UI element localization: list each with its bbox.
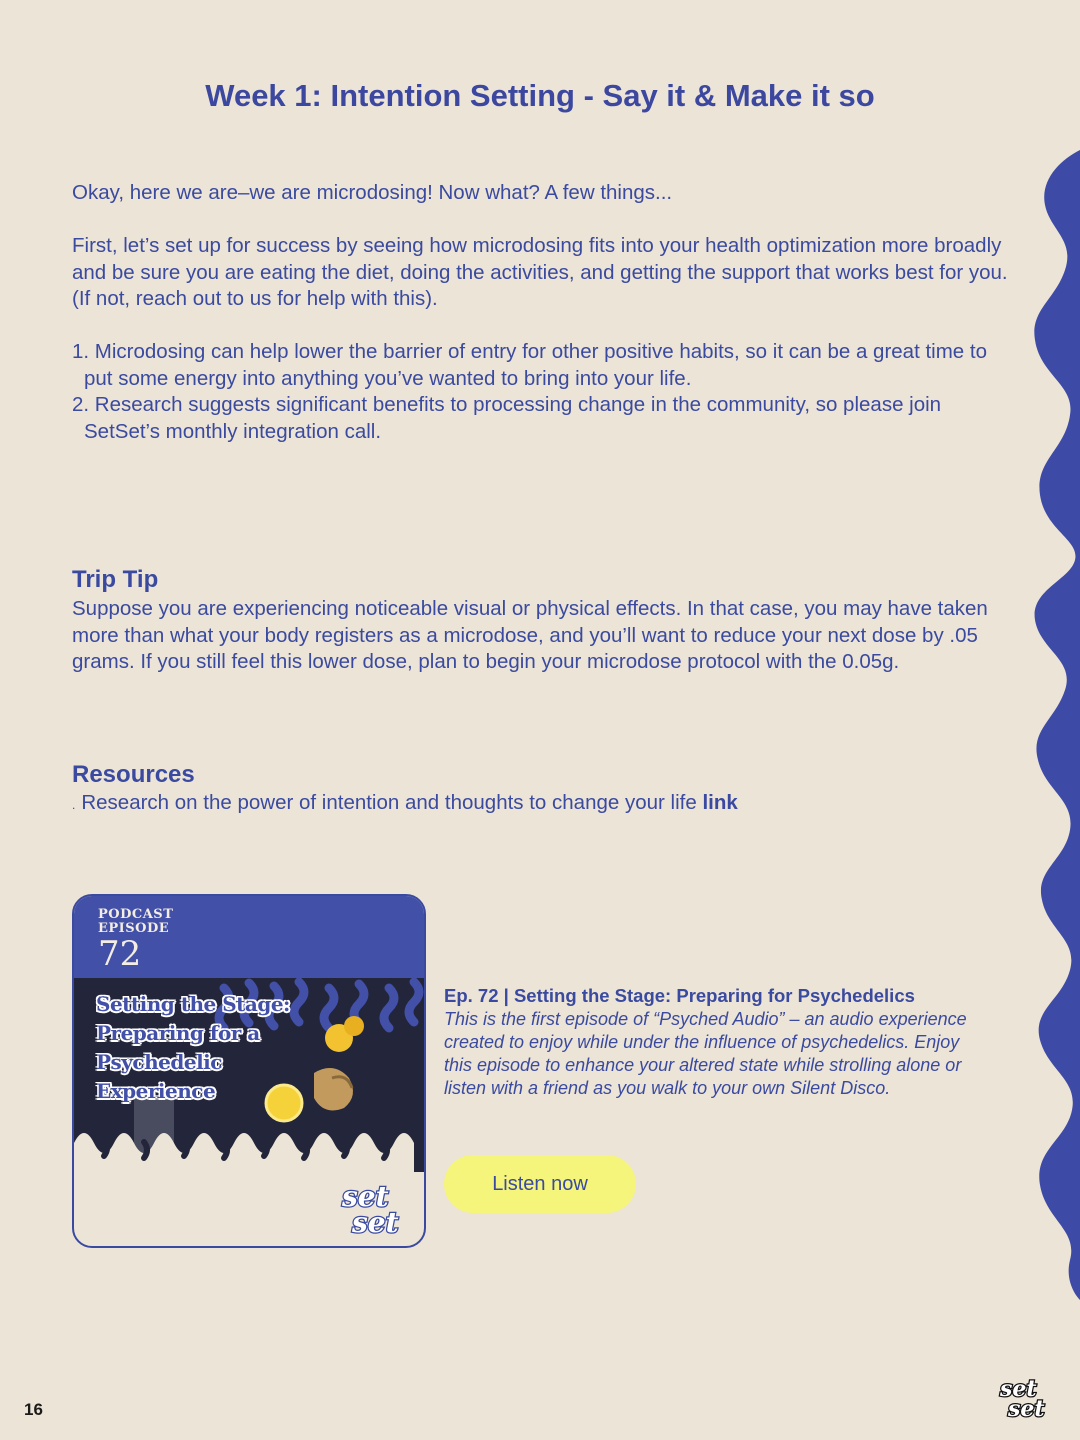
paragraph-text: First, let’s set up for success by seeing how microdosing fits into your health optimization more broadly and be sure you are eating the diet, doing the activities, and getting the support that works best for you. (If not, reach out to us for help with this). [72,234,1008,310]
decorative-blob-edge [1030,150,1080,1300]
podcast-episode-card[interactable] [72,894,426,1248]
trip-tip-text [72,596,1012,676]
first-paragraph [72,233,1012,313]
page-title: Week 1: Intention Setting - Say it & Make it so [205,78,875,113]
resource-text: Research on the power of intention and thoughts to change your life [81,791,697,814]
resource-link[interactable]: link [702,791,738,814]
trip-tip-paragraph: Suppose you are experiencing noticeable visual or physical effects. In that case, you may have taken more than what your body registers as a microdose, and you’ll want to reduce your next dose by .05 grams. If you still feel this lower dose, plan to begin your microdose protocol with the 0.05g. [72,597,988,673]
page-number: 16 [24,1400,43,1419]
list-item: 1. Microdosing can help lower the barrier of entry for other positive habits, so it can be a great time to put some energy into anything you’ve wanted to bring into your life. [72,340,987,390]
intro-text [72,180,1012,207]
resource-item [72,790,1012,819]
setset-logo-icon [336,1178,416,1238]
logo-word: set [1008,1396,1045,1420]
card-episode-title: Setting the Stage: Preparing for a Psychedelic Experience [96,992,290,1103]
logo-word: set [1000,1376,1037,1402]
episode-description: This is the first episode of “Psyched Audio” – an audio experience created to enjoy while under the influence of psychedelics. Enjoy this episode to enhance your altered state while strolling alone or listen with a friend as you walk to your own Silent Disco. [444,1009,967,1098]
podcast-label [98,908,173,936]
logo-word: set [352,1206,399,1238]
podcast-label-line: EPISODE [98,921,170,936]
episode-number: 72 [98,934,142,974]
podcast-label-line: PODCAST [98,907,174,922]
list-item: 2. Research suggests significant benefits to processing change in the community, so please join SetSet’s monthly integration call. [72,393,942,443]
resources-heading: Resources [72,761,195,788]
trip-tip-heading: Trip Tip [72,566,159,593]
setset-logo-icon [998,1374,1058,1420]
listen-now-button[interactable]: Listen now [444,1155,636,1213]
episode-title: Ep. 72 | Setting the Stage: Preparing for Psychedelics [444,985,915,1006]
card-header [74,896,424,978]
logo-word: set [342,1180,389,1213]
bullet: . [72,798,76,812]
numbered-list [72,339,1012,445]
intro-paragraph: Okay, here we are–we are microdosing! Now what? A few things... [72,181,673,204]
